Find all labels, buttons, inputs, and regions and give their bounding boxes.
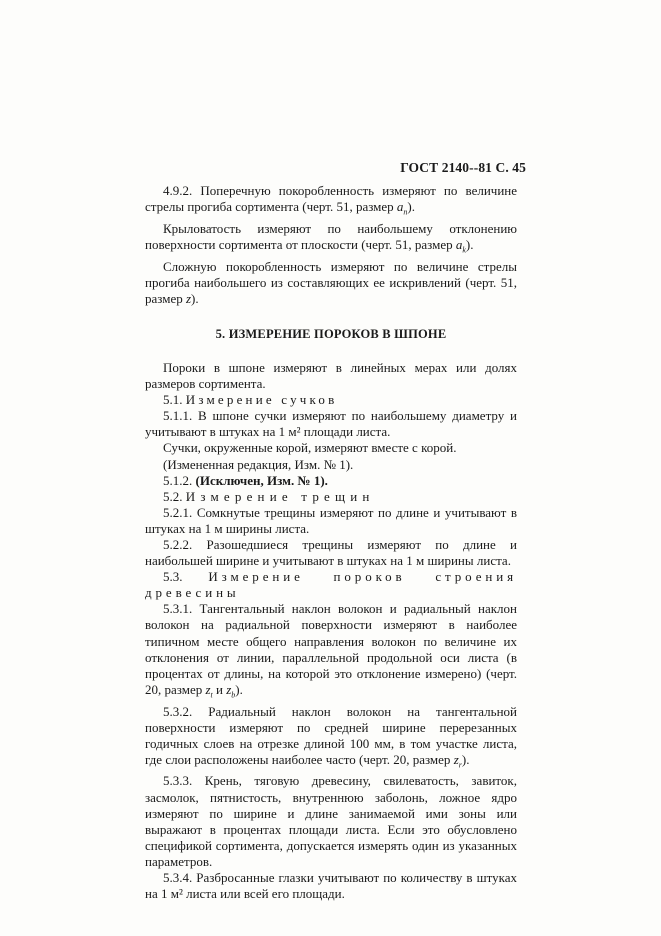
paragraph-5-1-1: 5.1.1. В шпоне сучки измеряют по наибольшему диаметру и учитывают в штуках на 1 м² площади листа. [145, 408, 517, 440]
paragraph-5-3-1 [145, 601, 517, 703]
subsection-title: Измерение сучков [185, 392, 338, 408]
paragraph-krylovatost [145, 221, 517, 259]
subsection-title: Измерение трещин [185, 488, 375, 504]
heading-5-3 [145, 569, 517, 601]
variable: z [226, 681, 232, 697]
variable: z [185, 290, 192, 306]
variable-subscript: r [458, 760, 462, 770]
excluded-note: (Исключен, Изм. № 1). [195, 472, 328, 488]
page-header: ГОСТ 2140--81 С. 45 [400, 160, 526, 175]
clause-end: ). [461, 751, 470, 767]
variable: a [455, 236, 463, 252]
clause-text: и [212, 681, 227, 697]
variable-subscript: k [462, 245, 466, 255]
clause-text: 5.3.1. Тангентальный наклон волокон и радиальный наклон волокон на радиальной поверхности измеряют в наиболее типичном месте общего направления волокон по величине их отклонения от линии, параллельной продольной оси листа (в процентах от длины, на которой это отклонение измерено) (черт. 20, размер [145, 601, 517, 697]
clause-number: 5.1. [163, 392, 183, 408]
clause-end: ). [191, 290, 199, 306]
page-body [145, 183, 517, 902]
paragraph-5-3-2 [145, 704, 517, 774]
clause-end: ). [407, 199, 416, 215]
paragraph-5-3-4: 5.3.4. Разбросанные глазки учитывают по количеству в штуках на 1 м² листа или всей его площади. [145, 870, 517, 902]
variable: z [205, 681, 211, 697]
section-5-title: 5. ИЗМЕРЕНИЕ ПОРОКОВ В ШПОНЕ [215, 326, 447, 341]
clause-text: 5.3.2. Радиальный наклон волокон на тангентальной поверхности измеряют по средней ширине перерезанных годичных слоев на отрезке длиной 100 мм, в том участке листа, где слои расположены наиболее часто (черт. 20, размер [145, 703, 517, 767]
variable-subscript: t [210, 690, 213, 700]
paragraph-4-9-2 [145, 183, 517, 221]
clause-text: Поперечную покоробленность измеряют по величине стрелы прогиба сортимента (черт. 51, размер [145, 183, 518, 215]
clause-text: Крыловатость измеряют по наибольшему отклонению поверхности сортимента от плоскости (черт. 51, размер [145, 220, 517, 252]
paragraph-complex-warp [145, 259, 517, 307]
variable: z [453, 751, 459, 767]
paragraph-5-1-2 [145, 473, 517, 489]
paragraph-amendment-note: (Измененная редакция, Изм. № 1). [163, 456, 354, 472]
paragraph-intro: Пороки в шпоне измеряют в линейных мерах или долях размеров сортимента. [145, 359, 517, 392]
heading-5-1 [145, 392, 517, 408]
paragraph-5-2-1: 5.2.1. Сомкнутые трещины измеряют по длине и учитывают в штуках на 1 м ширины листа. [145, 504, 517, 536]
subsection-title: Измерение пороков строения древесины [145, 569, 517, 601]
clause-end: ). [465, 236, 474, 252]
heading-5-2 [145, 489, 517, 505]
paragraph-5-2-2: 5.2.2. Разошедшиеся трещины измеряют по длине и наибольшей ширине и учитывают в штуках на 1 м ширины листа. [145, 536, 517, 569]
clause-number: 5.1.2. [163, 472, 193, 488]
clause-number: 5.2. [163, 488, 183, 504]
variable: a [396, 199, 404, 215]
clause-number: 4.9.2. [163, 183, 193, 198]
variable-subscript: n [403, 207, 408, 217]
paragraph-5-3-3: 5.3.3. Крень, тяговую древесину, свилеватость, завиток, засмолок, пятнистость, внутреннюю заболонь, ложное ядро измеряют по ширине и длине занимаемой ими зоны или выражают в процентах площади листа. Если это обусловлено спецификой сортимента, допускается измерять один из указанных параметров. [145, 773, 517, 869]
paragraph-5-1-1-bark: Сучки, окруженные корой, измеряют вместе с корой. [163, 440, 457, 456]
clause-text: Сложную покоробленность измеряют по величине стрелы прогиба наибольшего из составляющих ее искривлений (черт. 51, размер [145, 258, 517, 306]
variable-subscript: b [231, 690, 236, 700]
clause-end: ). [235, 681, 243, 697]
clause-number: 5.3. [163, 569, 183, 585]
